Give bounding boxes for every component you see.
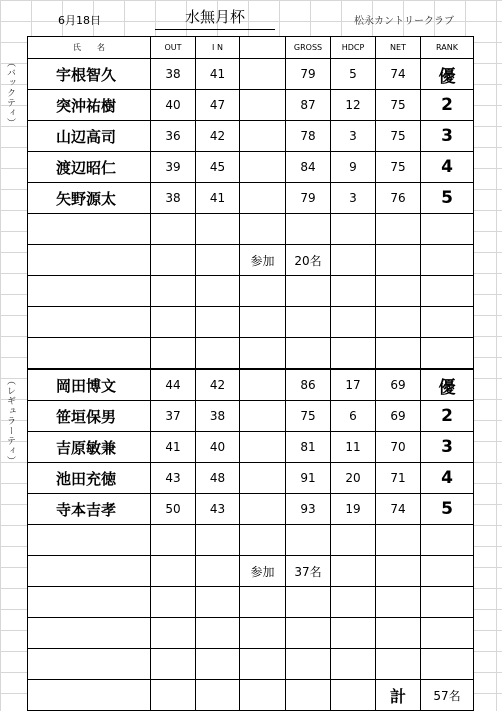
player-row [28,463,474,494]
player-out: 39 [151,152,196,183]
empty-cell [240,121,286,152]
player-gross: 84 [286,152,331,183]
empty-cell [376,525,421,556]
blank-row [28,307,474,338]
empty-cell [28,245,151,276]
empty-cell [286,307,331,338]
player-net: 75 [376,152,421,183]
empty-cell [28,214,151,245]
empty-cell [196,618,240,649]
player-hdcp: 3 [331,121,376,152]
player-name: 寺本吉孝 [28,494,151,525]
player-in: 47 [196,90,240,121]
player-gross: 79 [286,59,331,90]
col-header-in: I N [196,37,240,59]
empty-cell [286,618,331,649]
col-header-out: OUT [151,37,196,59]
player-hdcp: 12 [331,90,376,121]
player-rank: 4 [421,152,474,183]
player-hdcp: 6 [331,401,376,432]
empty-cell [240,680,286,711]
player-net: 69 [376,401,421,432]
player-rank: 優 [421,59,474,90]
empty-cell [196,276,240,307]
empty-cell [240,307,286,338]
player-gross: 75 [286,401,331,432]
player-gross: 87 [286,90,331,121]
blank-row [28,338,474,370]
participation-row [28,556,474,587]
player-gross: 81 [286,432,331,463]
empty-cell [28,649,151,680]
player-in: 48 [196,463,240,494]
empty-cell [421,556,474,587]
empty-cell [286,649,331,680]
empty-cell [286,214,331,245]
player-in: 43 [196,494,240,525]
blank-row [28,587,474,618]
player-rank: 3 [421,432,474,463]
back-tee-section [28,59,474,370]
player-in: 38 [196,401,240,432]
regular-tee-section [28,369,474,680]
player-rank: 3 [421,121,474,152]
empty-cell [376,587,421,618]
player-name: 宇根智久 [28,59,151,90]
empty-cell [376,338,421,370]
empty-cell [151,338,196,370]
empty-cell [240,463,286,494]
empty-cell [421,338,474,370]
empty-cell [286,680,331,711]
empty-cell [28,556,151,587]
side-label-back-tee: （バックティ） [5,58,15,128]
player-rank: 2 [421,90,474,121]
empty-cell [421,214,474,245]
player-out: 38 [151,59,196,90]
empty-cell [331,556,376,587]
empty-cell [196,587,240,618]
total-row [28,680,474,711]
blank-row [28,214,474,245]
empty-cell [240,338,286,370]
player-in: 42 [196,121,240,152]
results-table [27,36,474,711]
col-header-rank: RANK [421,37,474,59]
empty-cell [331,338,376,370]
player-row [28,59,474,90]
empty-cell [240,183,286,214]
player-hdcp: 17 [331,369,376,401]
empty-cell [286,525,331,556]
empty-cell [240,432,286,463]
player-name: 突沖祐樹 [28,90,151,121]
player-gross: 91 [286,463,331,494]
blank-row [28,649,474,680]
participation-count: 37名 [286,556,331,587]
player-out: 36 [151,121,196,152]
player-row [28,369,474,401]
player-hdcp: 9 [331,152,376,183]
player-row [28,401,474,432]
total-count: 57名 [421,680,474,711]
empty-cell [240,618,286,649]
header-row [28,37,474,59]
player-net: 70 [376,432,421,463]
player-hdcp: 11 [331,432,376,463]
blank-row [28,618,474,649]
player-gross: 78 [286,121,331,152]
player-row [28,494,474,525]
empty-cell [331,245,376,276]
empty-cell [286,587,331,618]
empty-cell [196,525,240,556]
player-rank: 5 [421,494,474,525]
participation-label: 参加 [240,556,286,587]
player-name: 笹垣保男 [28,401,151,432]
player-row [28,152,474,183]
empty-cell [28,525,151,556]
player-net: 69 [376,369,421,401]
player-net: 74 [376,494,421,525]
player-net: 75 [376,121,421,152]
col-header-name: 氏 名 [28,37,151,59]
empty-cell [151,587,196,618]
col-header-net: NET [376,37,421,59]
player-hdcp: 5 [331,59,376,90]
empty-cell [331,276,376,307]
player-name: 岡田博文 [28,369,151,401]
player-net: 75 [376,90,421,121]
participation-row [28,245,474,276]
player-in: 41 [196,183,240,214]
empty-cell [196,245,240,276]
player-net: 71 [376,463,421,494]
player-rank: 5 [421,183,474,214]
empty-cell [421,587,474,618]
empty-cell [376,307,421,338]
empty-cell [240,276,286,307]
empty-cell [376,245,421,276]
participation-label: 参加 [240,245,286,276]
player-row [28,121,474,152]
player-out: 41 [151,432,196,463]
empty-cell [28,587,151,618]
player-in: 45 [196,152,240,183]
empty-cell [421,649,474,680]
empty-cell [240,214,286,245]
empty-cell [151,618,196,649]
player-rank: 2 [421,401,474,432]
col-header-hdcp: HDCP [331,37,376,59]
club-name: 松永カントリークラブ [354,16,454,27]
player-in: 42 [196,369,240,401]
empty-cell [286,276,331,307]
player-name: 渡辺昭仁 [28,152,151,183]
blank-row [28,525,474,556]
empty-cell [240,90,286,121]
title-underline [155,29,275,30]
empty-cell [196,649,240,680]
player-net: 74 [376,59,421,90]
empty-cell [151,307,196,338]
participation-count: 20名 [286,245,331,276]
page-title: 水無月杯 [155,6,275,30]
player-out: 40 [151,90,196,121]
empty-cell [196,556,240,587]
empty-cell [421,245,474,276]
empty-cell [240,401,286,432]
empty-cell [331,618,376,649]
player-in: 41 [196,59,240,90]
col-header-blank [240,37,286,59]
player-net: 76 [376,183,421,214]
empty-cell [240,587,286,618]
empty-cell [28,276,151,307]
empty-cell [151,276,196,307]
empty-cell [240,525,286,556]
side-label-regular-tee: （レギュラーティ） [5,376,15,466]
empty-cell [151,680,196,711]
empty-cell [196,214,240,245]
empty-cell [331,649,376,680]
empty-cell [376,556,421,587]
empty-cell [196,307,240,338]
player-gross: 79 [286,183,331,214]
empty-cell [151,525,196,556]
empty-cell [28,618,151,649]
player-in: 40 [196,432,240,463]
empty-cell [331,525,376,556]
player-out: 44 [151,369,196,401]
empty-cell [240,649,286,680]
empty-cell [151,214,196,245]
empty-cell [196,338,240,370]
empty-cell [196,680,240,711]
player-row [28,183,474,214]
empty-cell [240,59,286,90]
empty-cell [240,494,286,525]
col-header-gross: GROSS [286,37,331,59]
empty-cell [286,338,331,370]
empty-cell [331,307,376,338]
player-name: 吉原敏兼 [28,432,151,463]
player-out: 37 [151,401,196,432]
empty-cell [240,369,286,401]
empty-cell [421,525,474,556]
player-hdcp: 19 [331,494,376,525]
player-gross: 86 [286,369,331,401]
empty-cell [376,649,421,680]
total-label: 計 [376,680,421,711]
player-name: 山辺高司 [28,121,151,152]
empty-cell [151,649,196,680]
empty-cell [376,214,421,245]
empty-cell [421,618,474,649]
player-hdcp: 3 [331,183,376,214]
player-out: 50 [151,494,196,525]
player-row [28,432,474,463]
player-name: 池田充徳 [28,463,151,494]
empty-cell [151,556,196,587]
empty-cell [331,680,376,711]
player-out: 38 [151,183,196,214]
empty-cell [28,680,151,711]
player-name: 矢野源太 [28,183,151,214]
empty-cell [28,307,151,338]
empty-cell [421,276,474,307]
player-gross: 93 [286,494,331,525]
empty-cell [331,587,376,618]
date-label: 6月18日 [58,14,101,27]
player-rank: 4 [421,463,474,494]
empty-cell [28,338,151,370]
blank-row [28,276,474,307]
empty-cell [421,307,474,338]
empty-cell [376,618,421,649]
empty-cell [331,214,376,245]
empty-cell [376,276,421,307]
player-rank: 優 [421,369,474,401]
player-hdcp: 20 [331,463,376,494]
player-row [28,90,474,121]
player-out: 43 [151,463,196,494]
empty-cell [151,245,196,276]
empty-cell [240,152,286,183]
